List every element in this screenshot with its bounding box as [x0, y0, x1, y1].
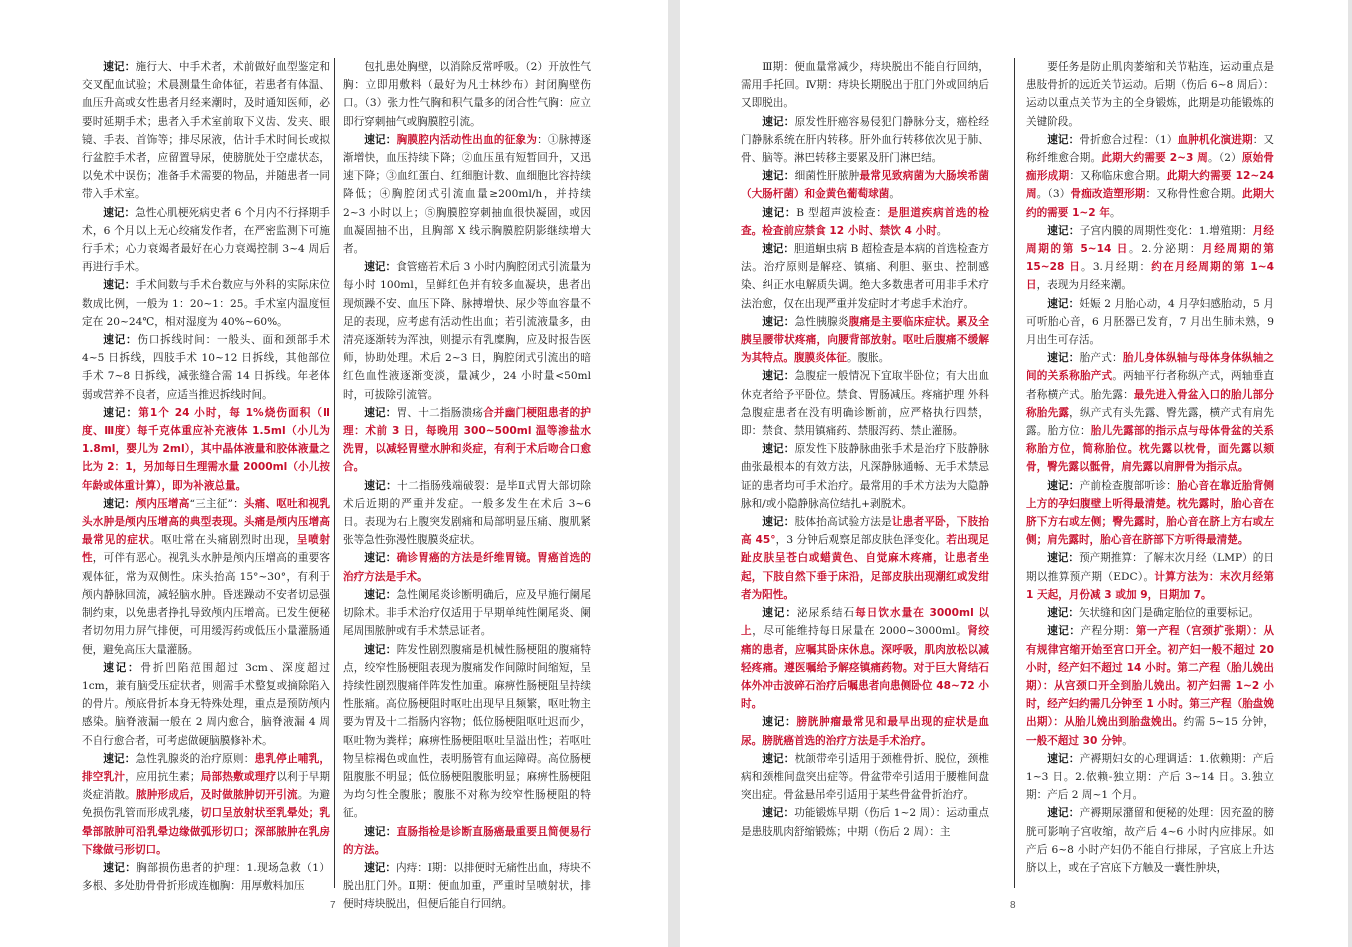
- column-divider: [1014, 58, 1015, 888]
- body-text: ：又称临床愈合期。: [1069, 170, 1167, 183]
- note-label: 速记：: [103, 406, 139, 419]
- body-text: 肢体抬高试验方法是: [794, 516, 892, 529]
- note-label: 速记：: [762, 243, 795, 256]
- body-text: ，3 分钟后观察足部皮肤色泽变化。: [775, 534, 947, 547]
- note-label: 速记：: [1047, 224, 1080, 237]
- note-paragraph: [741, 313, 989, 368]
- body-text: “三主征”：: [189, 497, 244, 510]
- highlight-text: 一般不超过 30 分钟: [1026, 734, 1123, 747]
- highlight-text: 此期大约需要 12~24 周: [1026, 170, 1275, 201]
- highlight-text: 约在月经周期的第 1~4 日: [1026, 261, 1275, 292]
- note-paragraph: [741, 440, 989, 513]
- body-text: 施行大、中手术者，术前做好血型鉴定和交叉配血试验；术晨测量生命体征，若患者有体温、血压升高或女性患者月经来潮时，及时通知医师，必要时延期手术；患者入手术室前取下义齿、发夹、眼镜、手表、首饰等；排尽尿液，估计手术时间长或拟行盆腔手术者，应留置导尿，使膀胱处于空虚状态，以免术中误伤；准备手术需要的物品，并随患者一同带入手术室。: [82, 61, 331, 201]
- column-right: [343, 58, 592, 911]
- note-paragraph: [1026, 131, 1274, 222]
- note-label: 速记：: [762, 516, 795, 529]
- highlight-text: 患乳停止哺乳，排空乳汁: [82, 752, 331, 783]
- note-label: 速记：: [1047, 133, 1080, 146]
- highlight-text: 脓肿形成后，及时做脓肿切开引流: [135, 789, 298, 802]
- note-paragraph: [82, 276, 330, 331]
- highlight-text: 膀胱肿瘤最常见和最早出现的症状是血尿。膀胱癌首选的治疗方法是手术治疗。: [741, 716, 989, 747]
- body-text: 急性乳腺炎的治疗原则：: [135, 752, 255, 765]
- body-text: 原发性肝癌容易侵犯门静脉分支，癌栓经门静脉系统在肝内转移。肝外血行转移依次见于肺、骨、脑等。淋巴转移主要累及肝门淋巴结。: [741, 115, 990, 165]
- note-label: 速记：: [762, 115, 795, 128]
- highlight-text: 直肠指检是诊断直肠癌最重要且简便易行的方法。: [343, 825, 592, 856]
- body-text: 。2.分泌期：: [1129, 243, 1203, 256]
- note-paragraph: [741, 367, 989, 440]
- note-paragraph: [82, 58, 330, 204]
- note-label: 速记：: [364, 479, 398, 492]
- highlight-text: 胎心音在靠近胎背侧上方的孕妇腹壁上听得最清楚。枕先露时，胎心音在脐下方右或左侧；臀先露时，胎心音在脐上方右或左侧；肩先露时，胎心音在脐部下方听得最清楚。: [1026, 479, 1275, 547]
- note-paragraph: [343, 477, 591, 550]
- note-paragraph: [1026, 222, 1274, 295]
- highlight-text: 是胆道疾病首选的检查。检查前应禁食 12 小时、禁饮 4 小时: [741, 206, 990, 237]
- note-label: 速记：: [762, 370, 795, 383]
- note-paragraph: [741, 750, 989, 805]
- highlight-text: 血肿机化演进期: [1177, 133, 1253, 146]
- body-text: 胃、十二指肠溃疡: [396, 406, 484, 419]
- note-label: 速记：: [762, 607, 798, 620]
- note-paragraph: [82, 204, 330, 277]
- note-label: 速记：: [1047, 297, 1080, 310]
- body-text: 胎产式：: [1079, 352, 1123, 365]
- highlight-text: 若出现足趾皮肤呈苍白或蜡黄色、自觉麻木疼痛，让患者坐起，下肢自然下垂于床沿，足部皮肤出现潮红或发绀者为阳性。: [741, 534, 989, 601]
- highlight-text: 最常见致病菌为大肠埃希菌（大肠杆菌）和金黄色葡萄球菌: [741, 170, 990, 201]
- note-paragraph: [741, 167, 989, 203]
- body-text: 骨折凹陷范围超过 3cm、深度超过 1cm，兼有脑受压症状者，则需手术整复或摘除陷入的骨片。颅底骨折本身无特殊处理，重点是预防颅内感染。脑脊液漏一般在 2 周内愈合，脑脊液漏 4 周不自行愈合者，可考虑做硬脑膜修补术。: [82, 661, 330, 747]
- note-label: 速记：: [103, 206, 136, 219]
- body-text: 细菌性肝脓肿: [794, 170, 860, 183]
- note-paragraph: [1026, 804, 1274, 877]
- note-label: 速记：: [364, 552, 397, 565]
- highlight-text: 胎儿先露部的指示点与母体骨盆的关系称胎方位，简称胎位。枕先露以枕骨，面先露以颏骨，臀先露以骶骨，肩先露以肩胛骨为指示点。: [1026, 425, 1275, 474]
- note-paragraph: [741, 513, 989, 604]
- note-paragraph: [1026, 58, 1274, 131]
- column-left: [741, 58, 989, 888]
- column-left: [82, 58, 331, 893]
- highlight-text: 胎儿身体纵轴与母体身体纵轴之间的关系称胎产式: [1026, 352, 1275, 383]
- note-paragraph: [343, 258, 591, 404]
- note-label: 速记：: [364, 643, 397, 656]
- highlight-text: 骨痂改造塑形期: [1070, 188, 1146, 201]
- note-label: 速记：: [103, 661, 141, 674]
- body-text: 。腹胀。: [846, 352, 890, 365]
- highlight-text: 月经周期的第 15~28 日: [1026, 243, 1275, 274]
- body-text: B 型超声波检查：: [796, 206, 888, 219]
- note-label: 速记：: [762, 807, 795, 820]
- note-label: 速记：: [762, 206, 797, 219]
- highlight-text: 让患者平卧，下肢抬高 45°: [741, 516, 990, 547]
- note-paragraph: [741, 713, 989, 749]
- note-label: 速记：: [364, 861, 396, 874]
- note-label: 速记：: [364, 133, 397, 146]
- body-text: ：又称骨性愈合期。: [1145, 188, 1242, 201]
- highlight-text: 计算方法为：末次月经第 1 天起，月份减 3 或加 9，日期加 7。: [1026, 570, 1274, 601]
- note-label: 速记：: [1047, 625, 1081, 638]
- note-label: 速记：: [103, 752, 136, 765]
- highlight-text: 此期大约需要 2~3 周: [1101, 152, 1208, 165]
- body-text: 急性心肌梗死病史者 6 个月内不行择期手术，6 个月以上无心绞痛发作者，在严密监测下可施行手术；心力衰竭者最好在心力衰竭控制 3~4 周后再进行手术。: [82, 206, 331, 274]
- note-paragraph: [1026, 349, 1274, 476]
- body-text: 内痔：Ⅰ期：以排便时无痛性出血，痔块不脱出肛门外。Ⅱ期：便血加重，严重时呈喷射状，排便时痔块脱出，但便后能自行回纳。: [343, 861, 592, 911]
- body-text: 泌尿系结石: [797, 607, 856, 620]
- note-label: 速记：: [103, 861, 137, 874]
- body-text: 胸部损伤患者的护理：1.现场急救（1）多根、多处肋骨骨折形成连枷胸：用厚敷料加压: [82, 861, 330, 893]
- body-text: 约需 5~15 分钟，: [1183, 716, 1274, 729]
- note-paragraph: [82, 404, 330, 495]
- body-text: ，应用抗生素；: [125, 770, 201, 783]
- body-text: 子宫内膜的周期性变化：1.增殖期：: [1079, 224, 1253, 237]
- highlight-text: 最先进入骨盆入口的胎儿部分称胎先露: [1026, 388, 1275, 419]
- page-number: 8: [1010, 900, 1016, 911]
- page-number: 7: [330, 900, 336, 911]
- body-text: 。3.月经期：: [1081, 261, 1152, 274]
- note-paragraph: [1026, 477, 1274, 550]
- body-text: ，表现为月经来潮。: [1036, 279, 1132, 292]
- body-text: 预产期推算：了解末次月经（LMP）的日期以推算预产期（EDC）。: [1026, 552, 1275, 583]
- note-paragraph: [343, 641, 591, 823]
- body-text: 原发性下肢静脉曲张手术是治疗下肢静脉曲张最根本的有效方法，凡深静脉通畅、无手术禁忌证的患者均可手术治疗。最常用的手术方法为大隐静脉和/或小隐静脉高位结扎+剥脱术。: [741, 443, 990, 510]
- note-label: 速记：: [103, 279, 136, 292]
- note-label: 速记：: [1047, 807, 1080, 820]
- highlight-text: 确诊胃癌的方法是纤维胃镜。胃癌首选的治疗方法是手术。: [343, 552, 592, 583]
- note-label: 速记：: [1047, 752, 1080, 765]
- note-label: 速记：: [103, 61, 136, 73]
- highlight-text: 头痛、呕吐和视乳头水肿是颅内压增高的典型表现。头痛是颅内压增高最常见的症状: [82, 497, 331, 547]
- highlight-text: 局部热敷或理疗: [200, 770, 277, 783]
- body-text: 产程分期：: [1080, 625, 1136, 638]
- note-label: 速记：: [103, 334, 138, 347]
- body-text: 。（2）: [1207, 152, 1242, 165]
- note-label: 速记：: [1047, 552, 1080, 565]
- body-text: 妊娠 2 月胎心动，4 月孕妇感胎动，5 月可听胎心音，6 月胚器已发育，7 月出生肺未熟，9 月出生可存活。: [1026, 297, 1274, 347]
- body-text: 。（3）: [1036, 188, 1071, 201]
- body-text: 骨折愈合过程：（1）: [1079, 133, 1178, 146]
- body-text: 枕颌带牵引适用于颈椎骨折、脱位，颈椎病和颈椎间盘突出症等。骨盆带牵引适用于腰椎间盘突出症。骨盆悬吊牵引适用于某些骨盆骨折治疗。: [741, 752, 990, 802]
- note-label: 速记：: [1047, 479, 1080, 492]
- body-text: 急腹症一般情况下宜取半卧位；有大出血休克者给予平卧位。禁食、胃肠减压。疼痛护理 外科急腹症患者在没有明确诊断前，应严格执行四禁，即：禁食、禁用镇痛药、禁服泻药、禁止灌肠。: [741, 370, 990, 438]
- note-label: 速记：: [762, 752, 795, 765]
- note-paragraph: [82, 331, 330, 404]
- column-right: [1026, 58, 1274, 888]
- body-text: 产褥期尿潴留和便秘的处理：因充盈的膀胱可影响子宫收缩，故产后 4~6 小时内应排尿。如产后 6~8 小时产妇仍不能自行排尿，子宫底上升达脐以上，或在子宫底下方触及一囊性肿块，: [1026, 807, 1275, 874]
- highlight-text: 第1个 24 小时，每 1%烧伤面积（Ⅱ度、Ⅲ度）每千克体重应补充液体 1.5ml（小儿为 1.8ml，婴儿为 2ml），其中晶体液量和胶体液量之比为 2：1，另加每日生理需水量 2000ml（小儿按年龄或体重计算），即为补液总量。: [82, 406, 331, 492]
- note-label: 速记：: [762, 170, 795, 183]
- column-divider: [334, 58, 335, 888]
- body-text: 手术间数与手术台数应与外科的实际床位数成比例，一般为 1：20~1：25。手术室内温度恒定在 20~24℃，相对湿度为 40%~60%。: [82, 279, 331, 328]
- note-paragraph: [82, 659, 330, 750]
- note-label: 速记：: [364, 825, 397, 838]
- body-text: 功能锻炼早期（伤后 1~2 周）：运动重点是患肢肌肉舒缩锻炼；中期（伤后 2 周）：主: [741, 807, 989, 838]
- body-text: ，纵产式有头先露、臀先露，横产式有肩先露。胎方位：: [1026, 406, 1275, 438]
- body-text: 。: [1109, 206, 1121, 219]
- highlight-text: 呈喷射性: [82, 534, 331, 565]
- body-text: 食管癌若术后 3 小时内胸腔闭式引流量为每小时 100ml，呈鲜红色并有较多血凝块，患者出现烦躁不安、血压下降、脉搏增快、尿少等血容量不足的表现，应考虑有活动性出血；若引流液量多，由清亮逐渐转为浑浊，则提示有乳糜胸，应及时报告医师，协助处理。术后 2~3 日，胸腔闭式引流出的暗红色血性液逐渐变淡，量减少，24 小时量<50ml 时，可拔除引流管。: [343, 261, 592, 401]
- note-paragraph: [343, 586, 591, 641]
- body-text: 。: [889, 188, 900, 201]
- note-paragraph: [1026, 295, 1274, 350]
- page-7: [0, 0, 668, 947]
- body-text: 。: [1122, 734, 1133, 747]
- note-paragraph: [343, 859, 591, 914]
- highlight-text: 每日饮水量在 3000ml 以上: [741, 607, 990, 638]
- body-text: 产前检查腹部听诊：: [1079, 479, 1177, 492]
- body-text: 胆道蛔虫病 B 超检查是本病的首选检查方法。治疗原则是解痉、镇痛、利胆、驱虫、控制感染、纠正水电解质失调。绝大多数患者可用非手术疗法治愈，仅在出现严重并发症时才考虑手术治疗。: [741, 243, 989, 310]
- highlight-text: 胸膜腔内活动性出血的征象为: [396, 133, 538, 146]
- body-text: ：又称纤维愈合期。: [1026, 133, 1275, 165]
- body-text: ：①脉搏逐渐增快，血压持续下降；②血压虽有短暂回升，又迅速下降；③血红蛋白、红细胞计数、血细胞比容持续降低；④胸腔闭式引流血量≥200ml/h，并持续 2~3 小时以上；⑤胸膜腔穿刺抽血很快凝固，或因血凝固抽不出，且胸部 X 线示胸膜腔阴影继续增大者。: [343, 133, 592, 256]
- note-paragraph: [82, 750, 330, 859]
- body-text: 。两轴平行者称纵产式，两轴垂直者称横产式。胎先露：: [1026, 370, 1275, 401]
- note-label: 速记：: [1047, 607, 1079, 620]
- body-text: 。为避免损伤乳管而形成乳瘘，: [82, 789, 331, 820]
- body-text: Ⅲ期：便血量常减少，痔块脱出不能自行回纳，需用手托回。Ⅳ期：痔块长期脱出于肛门外或回纳后又即脱出。: [741, 61, 989, 110]
- note-paragraph: [1026, 604, 1274, 622]
- body-text: 阵发性剧烈腹痛是机械性肠梗阻的腹痛特点，绞窄性肠梗阻表现为腹痛发作间隙时间缩短，呈持续性剧烈腹痛伴阵发性加重。麻痹性肠梗阻呈持续性胀痛。高位肠梗阻时呕吐出现早且频繁，呕吐物主要为胃及十二指肠内容物；低位肠梗阻呕吐迟而少，呕吐物为粪样；麻痹性肠梗阻呕吐呈溢出性；若呕吐物呈棕褐色或血性，表明肠管有血运障碍。高位肠梗阻腹胀不明显；低位肠梗阻腹胀明显；麻痹性肠梗阻为均匀性全腹胀；腹胀不对称为绞窄性肠梗阻的特征。: [343, 643, 592, 820]
- note-paragraph: [343, 549, 591, 585]
- body-text: 急性胰腺炎: [794, 315, 849, 328]
- highlight-text: 腹痛是主要临床症状。累及全胰呈腰带状疼痛，向腰背部放射。呕吐后腹痛不缓解为其特点。腹膜炎体征: [741, 315, 990, 365]
- body-text: ，尽可能维持每日尿量在 2000~3000ml。: [752, 625, 968, 638]
- body-text: 矢状缝和囟门是确定胎位的重要标记。: [1078, 607, 1260, 620]
- note-label: 速记：: [762, 315, 795, 328]
- highlight-text: 合并幽门梗阻患者的护理：术前 3 日，每晚用 300~500ml 温等渗盐水洗胃，以减轻胃壁水肿和炎症，有利于术后吻合口愈合。: [343, 406, 592, 474]
- highlight-text: 此期大约的需要 1~2 年: [1026, 188, 1275, 219]
- note-label: 速记：: [762, 443, 795, 456]
- body-text: 。呕吐常在头痛剧烈时出现，: [149, 534, 297, 547]
- note-paragraph: [82, 859, 330, 895]
- highlight-text: 肾绞痛的患者，应嘱其卧床休息。深呼吸，肌肉放松以减轻疼痛。遵医嘱给予解痉镇痛药物。对于巨大肾结石体外冲击波碎石治疗后嘱患者向患侧卧位 48~72 小时。: [741, 625, 989, 711]
- body-text: 急性阑尾炎诊断明确后，应及早施行阑尾切除术。非手术治疗仅适用于早期单纯性阑尾炎、阑尾周围脓肿或有手术禁忌证者。: [343, 588, 592, 638]
- note-paragraph: [741, 58, 989, 113]
- highlight-text: 颅内压增高: [135, 497, 190, 510]
- note-paragraph: [1026, 549, 1274, 604]
- note-label: 速记：: [364, 261, 397, 274]
- note-paragraph: [741, 804, 989, 840]
- body-text: 以利于早期炎症消散。: [82, 770, 331, 802]
- highlight-text: 原始骨痂形成期: [1026, 152, 1274, 183]
- body-text: 十二指肠残端破裂：是毕Ⅱ式胃大部切除术后近期的严重并发症。一般多发生在术后 3~6 日。表现为右上腹突发剧痛和局部明显压痛、腹肌紧张等急性弥漫性腹膜炎症状。: [343, 479, 592, 547]
- highlight-text: 切口呈放射状至乳晕处；乳晕部脓肿可沿乳晕边缘做弧形切口；深部脓肿在乳房下缘做弓形切口。: [82, 807, 330, 856]
- page-8: [680, 0, 1348, 947]
- body-text: 包扎患处胸壁，以消除反常呼吸。（2）开放性气胸：立即用敷料（最好为凡士林纱布）封闭胸壁伤口。（3）张力性气胸和积气量多的闭合性气胸：应立即行穿刺抽气或胸膜腔引流。: [343, 61, 591, 128]
- highlight-text: 第一产程（宫颈扩张期）：从有规律宫缩开始至宫口开全。初产妇一般不超过 20 小时，经产妇不超过 14 小时。第二产程（胎儿娩出期）：从宫颈口开全到胎儿娩出。初产妇需 1~2 小时，经产妇约需几分钟至 1 小时。第三产程（胎盘娩出期）：从胎儿娩出到胎盘娩出。: [1026, 625, 1275, 729]
- note-label: 速记：: [1047, 352, 1080, 365]
- note-label: 速记：: [364, 588, 397, 601]
- note-paragraph: [343, 823, 591, 859]
- note-label: 速记：: [762, 716, 797, 729]
- note-paragraph: [1026, 622, 1274, 749]
- note-paragraph: [741, 240, 989, 313]
- note-paragraph: [741, 604, 989, 713]
- note-label: 速记：: [103, 497, 136, 510]
- note-label: 速记：: [364, 406, 397, 419]
- body-text: 伤口拆线时间：一般头、面和颈部手术 4~5 日拆线，四肢手术 10~12 日拆线，其他部位手术 7~8 日拆线，减张缝合需 14 日拆线。年老体弱或营养不良者，应适当推迟拆线时间。: [82, 334, 330, 401]
- note-paragraph: [741, 113, 989, 168]
- note-paragraph: [343, 404, 591, 477]
- body-text: ，可伴有恶心。视乳头水肿是颅内压增高的重要客观体征，常为双侧性。床头抬高 15°~30°，有利于颅内静脉回流，减轻脑水肿。昏迷躁动不安者切忌强制约束，以免患者挣扎导致颅内压增高。已发生便秘者切勿用力屏气排便，可用缓泻药或低压小量灌肠通便，避免高压大量灌肠。: [82, 552, 331, 656]
- note-paragraph: [1026, 750, 1274, 805]
- note-paragraph: [343, 131, 591, 258]
- body-text: 。: [936, 224, 948, 237]
- note-paragraph: [741, 204, 989, 240]
- body-text: 产褥期妇女的心理调适：1.依赖期：产后 1~3 日。2.依赖-独立期：产后 3~14 日。3.独立期：产后 2 周~1 个月。: [1026, 752, 1275, 802]
- highlight-text: 月经周期的第 5~14 日: [1026, 224, 1275, 256]
- body-text: 要任务是防止肌肉萎缩和关节粘连，运动重点是患肢骨折的远近关节运动。后期（伤后 6~8 周后）：运动以重点关节为主的全身锻炼，此期是功能锻炼的关键阶段。: [1026, 61, 1274, 128]
- note-paragraph: [343, 58, 591, 131]
- note-paragraph: [82, 495, 330, 659]
